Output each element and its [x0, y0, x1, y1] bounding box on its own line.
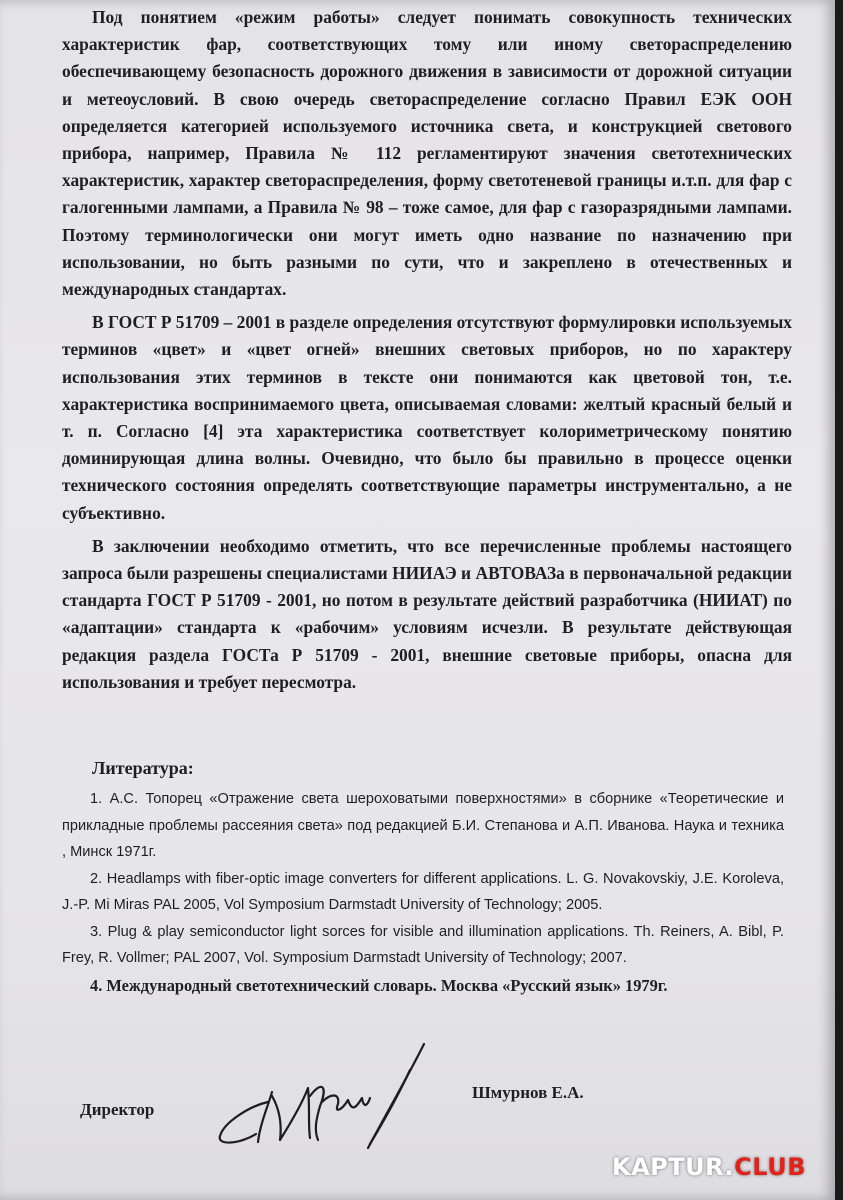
signatory-name: Шмурнов Е.А. — [472, 1083, 584, 1102]
reference-item: 1. А.С. Топорец «Отражение света шероховатыми поверхностями» в сборнике «Теоретические и прикладные проблемы рассеяния света» под редакцией Б.И. Степанова и А.П. Иванова. Наука и техника , Минск 1971г. — [62, 791, 784, 860]
reference-item: 3. Plug & play semiconductor light sorces for visible and illumination applications. Th. Reiners, A. Bibl, P. Frey, R. Vollmer; PAL 2007, Vol. Symposium Darmstadt University of Technology; 2007. — [62, 923, 784, 966]
paragraph-3: В заключении необходимо отметить, что все перечисленные проблемы настоящего запроса были разрешены специалистами НИИАЭ и АВТОВАЗа в первоначальной редакции стандарта ГОСТ Р 51709 - 2001, но потом в результате действий разработчика (НИИАТ) по «адаптации» стандарта к «рабочим» условиям исчезли. В результате действующая редакция раздела ГОСТа Р 51709 - 2001, внешние световые приборы, опасна для использования и требует пересмотра. — [62, 535, 792, 692]
signature — [210, 1040, 460, 1150]
paragraph-1: Под понятием «режим работы» следует понимать совокупность технических характеристик фар, соответствующих тому или иному светораспределению обеспечивающему безопасность дорожного движения в зависимости от дорожной ситуации и метеоусловий. В свою очередь светораспределение согласно Правил ЕЭК ООН определяется категорией используемого источника света, и конструкцией светового прибора, например, Правила № 112 регламентируют значения светотехнических характеристик, характер светораспределения, форму светотеневой границы и.т.п. для фар с галогенными лампами, а Правила № 98 – тоже самое, для фар с газоразрядными лампами. Поэтому терминологически они могут иметь одно название по назначению при использовании, но быть разными по сути, что и закреплено в отечественных и международных стандартах. — [62, 7, 792, 300]
body-text — [62, 4, 792, 696]
signatory-title: Директор — [80, 1100, 155, 1119]
reference-item: 4. Международный светотехнический словарь. Москва «Русский язык» 1979г. — [90, 975, 668, 995]
reference-item: 2. Headlamps with fiber-optic image converters for different applications. L. G. Novakovskiy, J.E. Koroleva, J.-P. Mi Miras PAL 2005, Vol Symposium Darmstadt University of Technology; 2005. — [62, 870, 784, 913]
watermark-accent: CLUB — [734, 1153, 807, 1181]
paragraph-2: В ГОСТ Р 51709 – 2001 в разделе определения отсутствуют формулировки используемых терминов «цвет» и «цвет огней» внешних световых приборов, но по характеру использования этих терминов в тексте они понимаются как цветовой тон, т.е. характеристика воспринимаемого цвета, описываемая словами: желтый красный белый и т. п. Согласно [4] эта характеристика соответствует колориметрическому понятию доминирующая длина волны. Очевидно, что было бы правильно в процессе оценки технического состояния определять соответствующие параметры инструментально, а не субъективно. — [62, 312, 792, 523]
watermark-main: KAPTUR. — [612, 1153, 735, 1181]
references-list — [62, 786, 784, 999]
site-watermark — [612, 1153, 806, 1181]
literature-heading: Литература: — [92, 758, 194, 778]
